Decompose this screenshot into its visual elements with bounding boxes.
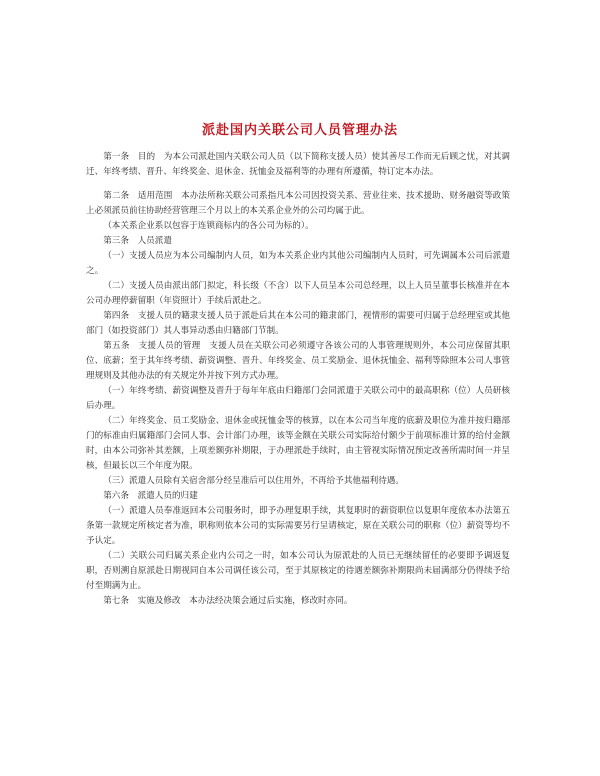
article-5-item-3: （三）派遣人员除有关宿舍部分经呈准后可以住用外，不再给予其他福利待遇。	[103, 476, 404, 486]
article-7: 第七条 实施及修改 本办法经决策会通过后实施，修改时亦同。	[103, 596, 353, 606]
article-3-item-1: （一）支援人员应为本公司编制内人员，如为本关系企业内其他公司编制内人员时，可先调属本公司后派遣之。	[86, 251, 510, 276]
article-3-item-2: （二）支援人员由派出部门拟定，科长级（不含）以下人员呈本公司总经理，以上人员呈董事长核准并在本公司办理停薪留职（年资照计）手续后派赴之。	[86, 281, 510, 306]
article-6-item-2: （二）关联公司归属关系企业内公司之一时，如本公司认为原派赴的人员已无继续留任的必要即予调返复职，否则溯自原派赴日期视同自本公司调任该公司，至于其原核定的待遇差额弥补期限尚未届满部分仍得续予给付至期满为止。	[86, 551, 510, 591]
article-5-item-2: （二）年终奖金、员工奖励金、退休金或抚恤金等的核算，以在本公司当年度的底薪及职位为准并按归籍部门的标准由归属籍部门会同人事、会计部门办理，该等金额在关联公司实际给付额少于前项标准计算的给付金额时，由本公司弥补其差额，上项差额弥补期限，于办理派赴手续时，由主管视实际情况预定改善所需时间一并呈核，但最长以三个年度为限。	[86, 416, 510, 471]
article-2-note: （本关系企业系以包容于连锁商标内的各公司为标的）。	[103, 221, 314, 231]
article-6-item-1: （一）派遣人员奉准返回本公司服务时，即予办理复职手续，其复职时的薪资职位以复职年度依本办法第五条第一款规定所核定者为准，职称则依本公司的实际需要另行呈请核定，原在关联公司的职称（位）薪资等均不予认定。	[86, 506, 510, 546]
article-4: 第四条 支援人员的籍隶支援人员于派赴后其在本公司的籍隶部门，视情形的需要可归属于总经理室或其他部门（如投资部门）其人事异动悉由归籍部门节制。	[86, 311, 510, 336]
article-5-item-1: （一）年终考绩、薪资调整及晋升于每年年底由归籍部门会同派遣于关联公司中的最高职称（位）人员研核后办理。	[86, 386, 510, 411]
article-3-heading: 第三条 人员派遣	[103, 236, 172, 246]
article-6-heading: 第六条 派遣人员的归建	[103, 491, 198, 501]
article-1-purpose: 第一条 目的 为本公司派赴国内关联公司人员（以下简称支援人员）使其善尽工作而无后顾之忧，对其调迁、年终考绩、晋升、年终奖金、退休金、抚恤金及福利等的办理有所遵循，特订定本办法。	[86, 152, 510, 177]
article-5: 第五条 支援人员的管理 支援人员在关联公司必须遵守各该公司的人事管理规则外，本公司应保留其职位、底薪；至于其年终考绩、薪资调整、晋升、年终奖金、员工奖励金、退休抚恤金、福利等除照本公司人事管理规则及其他办法的有关规定外并按下列方式办理。	[86, 341, 510, 381]
document-title: 派赴国内关联公司人员管理办法	[201, 123, 398, 138]
article-2-scope: 第二条 适用范围 本办法所称关联公司系指凡本公司因投资关系、营业往来、技术援助、财务融资等政策上必须派员前往协助经营管理三个月以上的本关系企业外的公司均属于此。	[86, 191, 510, 216]
document-body	[86, 150, 510, 609]
